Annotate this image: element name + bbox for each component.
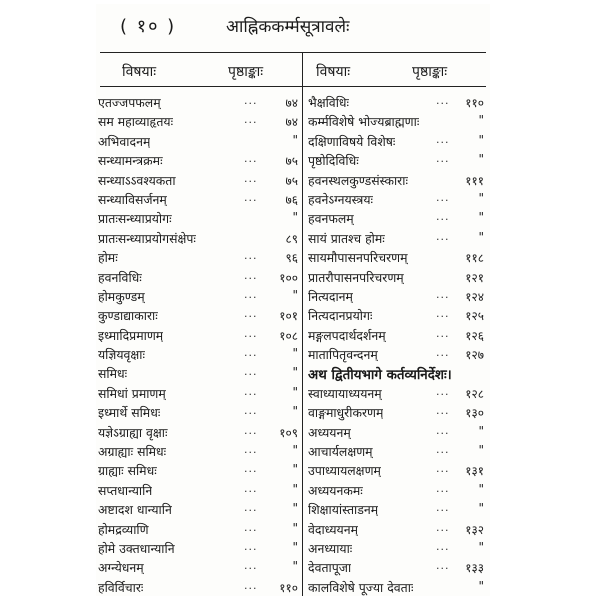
entry-subject: पृष्ठोदिविधिः — [308, 153, 359, 169]
entry-leader-dots: ... — [436, 384, 450, 398]
entry-subject: शिक्षायांस्ताडनम् — [308, 502, 379, 518]
entry-subject: अध्ययनम् — [308, 424, 351, 440]
entry-page-number: १३२ — [465, 522, 484, 537]
entry-page-number: " — [478, 190, 484, 205]
entry-leader-dots: ... — [244, 365, 258, 379]
entry-page-number: " — [292, 384, 298, 399]
left-index-entry — [98, 482, 298, 501]
entry-page-number: " — [478, 481, 484, 496]
entry-page-number: " — [292, 287, 298, 302]
left-index-entry — [98, 346, 298, 365]
entry-page-number: ७५ — [285, 173, 298, 188]
left-index-entry — [98, 230, 298, 249]
entry-page-number: ७४ — [285, 96, 298, 110]
entry-subject: कुण्डाद्याकाराः — [98, 308, 158, 324]
entry-page-number: ८९ — [285, 231, 298, 246]
entry-subject: अध्ययनकमः — [308, 482, 363, 498]
entry-subject: समिधां प्रमाणम् — [98, 385, 166, 401]
left-index-entry — [98, 385, 298, 404]
entry-subject: एतज्जपफलम् — [98, 95, 161, 110]
left-index-entry — [98, 579, 298, 598]
entry-subject: नित्यदानप्रयोगः — [308, 308, 373, 324]
entry-subject: अग्न्येधनम् — [98, 560, 144, 576]
left-index-entry — [98, 288, 298, 307]
entry-subject: यज्ञियवृक्षाः — [98, 347, 146, 363]
entry-page-number: " — [478, 113, 484, 128]
entry-leader-dots: ... — [244, 559, 258, 573]
entry-page-number: " — [292, 462, 298, 477]
entry-page-number: " — [478, 210, 484, 225]
entry-subject: सन्ध्याऽऽवश्यकता — [98, 172, 176, 188]
entry-leader-dots: ... — [244, 346, 258, 360]
entry-subject: अनध्यायाः — [308, 540, 353, 556]
entry-leader-dots: ... — [244, 462, 258, 476]
left-index-entry — [98, 404, 298, 423]
entry-subject: यज्ञेऽग्राह्या वृक्षाः — [98, 424, 168, 440]
entry-leader-dots: ... — [436, 229, 450, 243]
book-page — [96, 4, 490, 596]
entry-subject: प्रातरौपासनपरिचरणम् — [308, 269, 404, 285]
entry-leader-dots: ... — [244, 190, 258, 204]
entry-leader-dots: ... — [244, 423, 258, 437]
right-index-entry — [308, 346, 490, 365]
entry-page-number: १२६ — [465, 328, 484, 343]
entry-subject: सन्ध्याविसर्जनम् — [98, 191, 167, 207]
left-index-list — [98, 94, 298, 598]
page-number: ( १० ) — [120, 16, 177, 37]
right-index-entry — [308, 501, 490, 520]
entry-subject: अथ द्वितीयभागे कर्तव्यनिर्देशः। — [308, 368, 452, 384]
left-index-entry — [98, 172, 298, 191]
entry-page-number: १०९ — [279, 425, 298, 440]
entry-page-number: " — [478, 229, 484, 244]
entry-leader-dots: ... — [244, 539, 258, 553]
page-header — [96, 12, 490, 42]
entry-leader-dots: ... — [436, 132, 450, 146]
entry-subject: उपाध्यायलक्षणम् — [308, 463, 381, 479]
entry-subject: सप्तधान्यानि — [98, 482, 153, 498]
left-index-entry — [98, 113, 298, 132]
entry-page-number: ७६ — [285, 192, 298, 207]
entry-page-number: १३३ — [465, 561, 484, 576]
entry-page-number: " — [292, 539, 298, 554]
entry-page-number: " — [478, 501, 484, 516]
entry-page-number: " — [292, 365, 298, 380]
entry-subject: इध्मार्थे समिधः — [98, 405, 161, 421]
entry-subject: मातापितृवन्दनम् — [308, 347, 378, 363]
entry-page-number: १३१ — [465, 464, 484, 479]
right-index-entry — [308, 540, 490, 559]
header-rule — [100, 86, 486, 87]
entry-page-number: " — [292, 443, 298, 458]
entry-page-number: १२८ — [465, 386, 484, 401]
right-subject-heading: विषयाः — [316, 64, 351, 80]
right-page-heading: पृष्ठाङ्काः — [412, 64, 448, 80]
entry-subject: दक्षिणाविषये विशेषः — [308, 133, 396, 149]
entry-subject: हविर्विचारः — [98, 579, 144, 595]
entry-subject: प्रातःसन्ध्याप्रयोगसंक्षेपः — [98, 230, 196, 246]
top-rule — [100, 52, 486, 53]
right-index-entry — [308, 482, 490, 501]
left-index-entry — [98, 210, 298, 229]
entry-subject: वाङ्गमाधुरीकरणम् — [308, 405, 384, 421]
entry-subject: सन्ध्यामन्त्रक्रमः — [98, 153, 163, 169]
entry-page-number: ९६ — [285, 251, 298, 266]
entry-subject: होमे उक्तधान्यानि — [98, 540, 175, 556]
entry-page-number: ११० — [465, 96, 484, 110]
entry-page-number: " — [292, 559, 298, 574]
entry-leader-dots: ... — [436, 539, 450, 553]
entry-leader-dots: ... — [244, 404, 258, 418]
entry-leader-dots: ... — [436, 462, 450, 476]
right-index-entry — [308, 365, 490, 384]
entry-page-number: १३० — [465, 406, 484, 421]
entry-leader-dots: ... — [436, 326, 450, 340]
left-index-entry — [98, 424, 298, 443]
entry-leader-dots: ... — [244, 94, 258, 107]
entry-page-number: ७५ — [285, 154, 298, 169]
entry-subject: होमद्रव्याणि — [98, 521, 149, 537]
entry-subject: मङ्गलपदार्थदर्शनम् — [308, 327, 386, 343]
entry-page-number: ११० — [279, 580, 298, 595]
entry-page-number: " — [292, 481, 298, 496]
entry-subject: होमकुण्डम् — [98, 288, 145, 304]
entry-page-number: १०८ — [279, 328, 298, 343]
entry-leader-dots: ... — [436, 481, 450, 495]
entry-page-number: " — [292, 132, 298, 147]
entry-leader-dots: ... — [436, 559, 450, 573]
left-index-entry — [98, 249, 298, 268]
entry-leader-dots: ... — [244, 326, 258, 340]
right-index-entry — [308, 133, 490, 152]
entry-leader-dots: ... — [244, 520, 258, 534]
right-index-entry — [308, 249, 490, 268]
entry-leader-dots: ... — [436, 307, 450, 321]
left-index-entry — [98, 191, 298, 210]
entry-page-number: १०० — [279, 270, 298, 285]
entry-leader-dots: ... — [244, 268, 258, 282]
entry-page-number: " — [292, 404, 298, 419]
entry-page-number: " — [478, 578, 484, 593]
entry-leader-dots: ... — [244, 287, 258, 301]
left-index-entry — [98, 365, 298, 384]
entry-page-number: १२१ — [465, 270, 484, 285]
right-index-entry — [308, 230, 490, 249]
entry-page-number: १२४ — [465, 289, 484, 304]
entry-leader-dots: ... — [436, 210, 450, 224]
right-index-entry — [308, 113, 490, 132]
entry-subject: सायमौपासनपरिचरणम् — [308, 250, 408, 266]
right-index-entry — [308, 210, 490, 229]
entry-leader-dots: ... — [436, 423, 450, 437]
entry-subject: ग्राह्याः समिधः — [98, 463, 157, 479]
entry-leader-dots: ... — [436, 94, 450, 107]
right-index-entry — [308, 521, 490, 540]
entry-subject: हवनफलम् — [308, 211, 354, 227]
left-page-heading: पृष्ठाङ्काः — [228, 64, 264, 80]
entry-subject: भैक्षविधिः — [308, 95, 350, 110]
entry-leader-dots: ... — [436, 152, 450, 166]
left-index-entry — [98, 462, 298, 481]
entry-page-number: ७४ — [285, 115, 298, 130]
entry-leader-dots: ... — [436, 287, 450, 301]
entry-page-number: १११ — [465, 173, 484, 188]
entry-subject: अभिवादनम् — [98, 133, 151, 149]
right-index-entry — [308, 462, 490, 481]
entry-leader-dots: ... — [436, 443, 450, 457]
left-index-entry — [98, 327, 298, 346]
entry-page-number: " — [292, 501, 298, 516]
right-index-entry — [308, 288, 490, 307]
entry-leader-dots: ... — [244, 578, 258, 592]
entry-subject: कालविशेषे पूज्या देवताः — [308, 579, 414, 595]
entry-subject: आचार्यलक्षणम् — [308, 444, 373, 460]
left-index-entry — [98, 133, 298, 152]
entry-page-number: " — [478, 539, 484, 554]
right-index-entry — [308, 579, 490, 598]
entry-leader-dots: ... — [244, 384, 258, 398]
entry-page-number: " — [478, 443, 484, 458]
entry-leader-dots: ... — [244, 171, 258, 185]
right-index-entry — [308, 443, 490, 462]
entry-page-number: " — [292, 210, 298, 225]
entry-page-number: १०१ — [279, 309, 298, 324]
entry-subject: देवतापूजा — [308, 560, 352, 576]
column-divider — [302, 52, 303, 596]
entry-page-number: " — [292, 520, 298, 535]
left-subject-heading: विषयाः — [122, 64, 157, 80]
entry-page-number: " — [478, 423, 484, 438]
entry-page-number: " — [478, 132, 484, 147]
entry-subject: सम महाव्याहृतयः — [98, 114, 174, 130]
left-index-entry — [98, 501, 298, 520]
left-index-entry — [98, 269, 298, 288]
right-index-entry — [308, 327, 490, 346]
entry-subject: समिधः — [98, 366, 128, 382]
left-index-entry — [98, 443, 298, 462]
right-index-entry — [308, 152, 490, 171]
entry-leader-dots: ... — [244, 249, 258, 263]
entry-leader-dots: ... — [436, 501, 450, 515]
entry-leader-dots: ... — [244, 152, 258, 166]
right-index-entry — [308, 269, 490, 288]
entry-page-number: १२५ — [465, 309, 484, 324]
entry-subject: वेदाध्ययनम् — [308, 521, 358, 537]
entry-leader-dots: ... — [244, 113, 258, 127]
right-index-entry — [308, 191, 490, 210]
entry-subject: स्वाध्यायाध्ययनम् — [308, 385, 382, 401]
entry-leader-dots: ... — [244, 481, 258, 495]
entry-subject: अग्राह्याः समिधः — [98, 444, 167, 460]
entry-leader-dots: ... — [436, 346, 450, 360]
right-index-entry — [308, 94, 490, 113]
entry-leader-dots: ... — [244, 443, 258, 457]
left-index-entry — [98, 152, 298, 171]
entry-leader-dots: ... — [244, 307, 258, 321]
right-index-entry — [308, 404, 490, 423]
left-index-entry — [98, 521, 298, 540]
right-index-list — [308, 94, 490, 598]
entry-subject: हवनस्थलकुण्डसंस्काराः — [308, 172, 408, 188]
entry-subject: इध्मादिप्रमाणम् — [98, 327, 164, 343]
entry-page-number: १२७ — [465, 348, 484, 363]
entry-subject: हवनविधिः — [98, 269, 142, 285]
page-title: आह्निककर्म्मसूत्रावलेः — [226, 17, 350, 37]
entry-leader-dots: ... — [436, 190, 450, 204]
left-index-entry — [98, 540, 298, 559]
right-index-entry — [308, 424, 490, 443]
entry-subject: अष्टादश धान्यानि — [98, 502, 172, 518]
entry-subject: प्रातःसन्ध्याप्रयोगः — [98, 211, 172, 227]
entry-leader-dots: ... — [436, 404, 450, 418]
right-index-entry — [308, 172, 490, 191]
left-index-entry — [98, 307, 298, 326]
entry-leader-dots: ... — [244, 501, 258, 515]
right-index-entry — [308, 385, 490, 404]
left-index-entry — [98, 94, 298, 113]
entry-page-number: ११८ — [465, 251, 484, 266]
entry-subject: कर्म्मविशेषे भोज्यब्राह्मणाः — [308, 114, 420, 130]
entry-subject: होमः — [98, 250, 118, 266]
entry-page-number: " — [292, 346, 298, 361]
entry-subject: हवनेऽग्नयस्त्रयः — [308, 191, 374, 207]
right-index-entry — [308, 559, 490, 578]
entry-page-number: " — [478, 152, 484, 167]
entry-subject: सायं प्रातश्च होमः — [308, 230, 385, 246]
left-index-entry — [98, 559, 298, 578]
right-index-entry — [308, 307, 490, 326]
entry-leader-dots: ... — [436, 520, 450, 534]
entry-subject: नित्यदानम् — [308, 288, 353, 304]
